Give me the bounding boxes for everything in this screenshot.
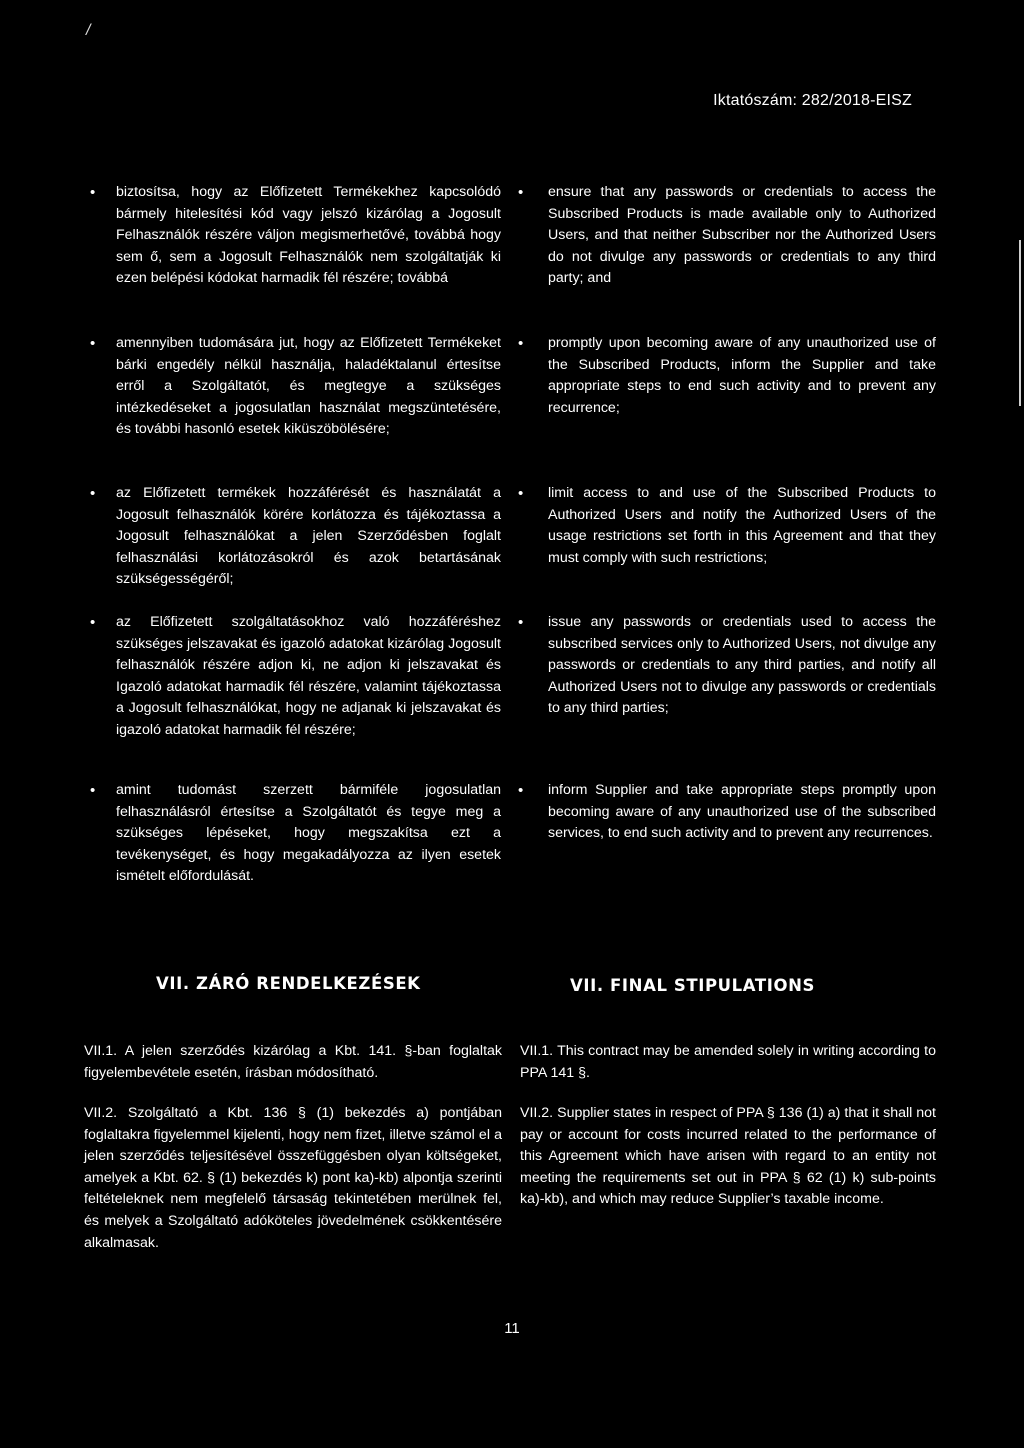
list-item-text: inform Supplier and take appropriate steps promptly upon becoming aware of any unauthorized use of the subscribed services, to end such activity and to prevent any recurrences. [548,782,936,842]
list-item [90,483,501,591]
list-item-text: az Előfizetett termékek hozzáférését és használatát a Jogosult felhasználók körére korlátozza és tájékoztassa a Jogosult felhasználókat a jelen Szerződésben foglalt felhasználási korlátozásokról és azok betartásának szükségességéről; [116,485,501,588]
clause-text: A jelen szerződés kizárólag a Kbt. 141. §-ban foglaltak figyelembevétele esetén, írásban módosítható. [84,1043,502,1081]
list-item-text: amennyiben tudomására jut, hogy az Előfizetett Termékeket bárki engedély nélkül használja, haladéktalanul értesítse erről a Szolgáltatót, és megtegye a szükséges intézkedéseket a jogosulatlan használat megszüntetésére, és további hasonló esetek kiküszöbölésére; [116,335,501,438]
list-item [518,483,936,569]
corner-mark: / [86,22,91,39]
bullet-icon: • [518,614,524,631]
clause-number: VII.1. [520,1043,554,1059]
list-item [90,780,501,888]
clause-hungarian [84,1103,502,1254]
list-item-text: issue any passwords or credentials used to access the subscribed services only to Authorized Users, not divulge any passwords or credentials to any third parties, and notify all Authorized Users not to divulge any passwords or credentials to any third parties; [548,614,936,717]
section-title-hungarian: VII. ZÁRÓ RENDELKEZÉSEK [156,974,421,993]
file-number: Iktatószám: 282/2018-EISZ [713,92,912,109]
list-item [90,333,501,441]
list-item-text: az Előfizetett szolgáltatásokhoz való hozzáféréshez szükséges jelszavakat és igazoló adatokat kizárólag Jogosult felhasználók részére adjon ki, ne adjon ki jelszavakat és Igazoló adatokat harmadik fél részére, valamint tájékoztassa a Jogosult felhasználókat, hogy ne adjanak ki jelszavakat és igazoló adatokat harmadik fél részére; [116,614,501,738]
clause-text: Supplier states in respect of PPA § 136 (1) a) that it shall not pay or account for costs incurred related to the performance of this Agreement which have arisen with regard to an entity not meeting the requirements set out in PPA § 62 (1) k) sub-points ka)-kb), and which may reduce Supplier’s taxable income. [520,1105,936,1208]
section-title-english: VII. FINAL STIPULATIONS [570,976,815,995]
list-item-text: amint tudomást szerzett bármiféle jogosulatlan felhasználásról értesítse a Szolgáltatót és tegye meg a szükséges lépéseket, hogy megszakítsa ezt a tevékenységet, és hogy megakadályozza az ilyen esetek ismételt előfordulását. [116,782,501,885]
list-item [90,182,501,290]
list-item [518,612,936,720]
bullet-icon: • [90,782,96,799]
list-item-text: promptly upon becoming aware of any unauthorized use of the Subscribed Products, inform the Supplier and take appropriate steps to end such activity and to prevent any recurrence; [548,335,936,416]
bullet-icon: • [518,485,524,502]
bullet-icon: • [90,335,96,352]
list-item-text: biztosítsa, hogy az Előfizetett Termékekhez kapcsolódó bármely hitelesítési kód vagy jelszó kizárólag a Jogosult Felhasználók részére váljon megismerhetővé, továbbá hogy sem ő, sem a Jogosult Felhasználók nem szolgáltatják ki ezen belépési kódokat harmadik fél részére; továbbá [116,184,501,287]
clause-text: This contract may be amended solely in writing according to PPA 141 §. [520,1043,937,1081]
list-item [90,612,501,742]
scan-artifact-line [1019,240,1021,406]
list-item-text: limit access to and use of the Subscribed Products to Authorized Users and notify the Authorized Users of the usage restrictions set forth in this Agreement and that they must comply with such restrictions; [548,485,936,566]
page-number: 11 [504,1320,520,1337]
bullet-icon: • [518,184,524,201]
list-item [518,780,936,845]
list-item [518,182,936,290]
bullet-icon: • [90,184,96,201]
clause-number: VII.2. [520,1105,554,1121]
clause-hungarian [84,1041,502,1084]
bullet-icon: • [90,485,96,502]
bullet-icon: • [90,614,96,631]
clause-number: VII.1. [84,1043,118,1059]
list-item [518,333,936,419]
clause-english [520,1041,936,1084]
clause-number: VII.2. [84,1105,118,1121]
clause-text: Szolgáltató a Kbt. 136 § (1) bekezdés a) pontjában foglaltakra figyelemmel kijelenti, hogy nem fizet, illetve számol el a jelen szerződés teljesítésével összefüggésben olyan költségeket, amelyek a Kbt. 62. § (1) bekezdés k) pont ka)-kb) alpontja szerinti feltételeknek nem megfelelő társaság tekintetében merülnek fel, és melyek a Szolgáltató adóköteles jövedelmének csökkentésére alkalmasak. [84,1105,502,1251]
bullet-icon: • [518,335,524,352]
bullet-icon: • [518,782,524,799]
list-item-text: ensure that any passwords or credentials to access the Subscribed Products is made available only to Authorized Users, and that neither Subscriber nor the Authorized Users do not divulge any passwords or credentials to any third party; and [548,184,936,287]
clause-english [520,1103,936,1211]
